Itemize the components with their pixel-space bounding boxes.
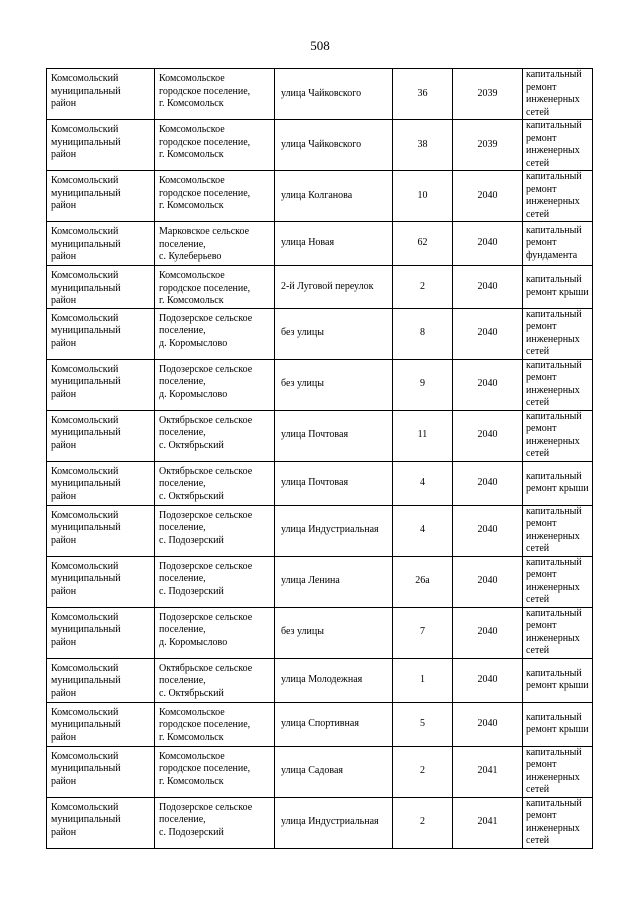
- district-cell-line: муниципальный: [51, 719, 121, 730]
- settlement-cell-line: д. Коромыслово: [159, 388, 228, 400]
- district-cell-line: муниципальный: [51, 573, 121, 584]
- settlement-cell-line: с. Подозерский: [159, 826, 224, 838]
- work-type-cell-line: ремонт крыши: [526, 483, 589, 494]
- work-type-cell-line: инженерных: [526, 145, 580, 156]
- district-cell-line: район: [51, 687, 77, 699]
- year-cell: 2040: [453, 222, 523, 266]
- district-cell-line: район: [51, 534, 77, 546]
- settlement-cell-line: Подозерское сельское: [159, 611, 253, 623]
- settlement-cell: [155, 266, 275, 309]
- district-cell-line: муниципальный: [51, 136, 121, 148]
- settlement-cell-line: с. Подозерский: [159, 534, 224, 546]
- district-cell-line: район: [51, 251, 77, 262]
- work-type-cell-line: ремонт крыши: [526, 724, 589, 735]
- house-number-cell: 1: [393, 658, 453, 702]
- work-type-cell-line: капитальный: [526, 274, 582, 286]
- house-number-cell: 2: [393, 797, 453, 848]
- district-cell: [47, 410, 155, 461]
- settlement-cell-line: поселение,: [159, 522, 206, 533]
- work-type-cell-line: капитальный: [526, 746, 582, 758]
- district-cell-line: Комсомольский: [51, 465, 119, 477]
- settlement-cell-line: городское поселение,: [159, 187, 251, 199]
- street-cell: без улицы: [275, 359, 393, 410]
- work-type-cell-line: ремонт крыши: [526, 680, 589, 691]
- settlement-cell: [155, 171, 275, 222]
- settlement-cell-line: Подозерское сельское: [159, 801, 253, 813]
- settlement-cell-line: Октябрьское сельское: [159, 662, 253, 674]
- district-cell-line: район: [51, 775, 77, 787]
- house-number-cell: 9: [393, 359, 453, 410]
- settlement-cell-line: Комсомольское: [159, 706, 225, 718]
- work-type-cell-line: капитальный: [526, 308, 582, 320]
- district-cell-line: район: [51, 585, 77, 597]
- settlement-cell-line: поселение,: [159, 624, 206, 635]
- street-cell: улица Ленина: [275, 556, 393, 607]
- work-type-cell: [523, 359, 593, 410]
- district-cell-line: Комсомольский: [51, 175, 119, 186]
- work-type-cell-line: капитальный: [526, 667, 582, 679]
- settlement-cell: [155, 505, 275, 556]
- district-cell-line: муниципальный: [51, 427, 121, 438]
- district-cell: [47, 266, 155, 309]
- work-type-cell-line: капитальный: [526, 556, 582, 568]
- work-type-cell: [523, 607, 593, 658]
- work-type-cell-line: инженерных: [526, 632, 580, 644]
- work-type-cell-line: сетей: [526, 397, 550, 408]
- work-type-cell: [523, 746, 593, 797]
- house-number-cell: 10: [393, 171, 453, 222]
- district-cell: [47, 69, 155, 120]
- settlement-cell-line: Марковское сельское: [159, 226, 250, 237]
- work-type-cell: [523, 222, 593, 266]
- work-type-cell-line: ремонт: [526, 810, 557, 821]
- settlement-cell-line: с. Кулеберьево: [159, 251, 222, 262]
- district-cell-line: муниципальный: [51, 478, 121, 489]
- settlement-cell-line: городское поселение,: [159, 85, 251, 97]
- year-cell: 2040: [453, 702, 523, 746]
- street-cell: улица Чайковского: [275, 120, 393, 171]
- settlement-cell-line: Подозерское сельское: [159, 363, 253, 375]
- street-cell: улица Молодежная: [275, 658, 393, 702]
- district-cell: [47, 461, 155, 505]
- district-cell: [47, 746, 155, 797]
- work-type-cell: [523, 120, 593, 171]
- work-type-cell: [523, 461, 593, 505]
- house-number-cell: 4: [393, 505, 453, 556]
- work-type-cell: [523, 505, 593, 556]
- year-cell: 2041: [453, 746, 523, 797]
- district-cell-line: район: [51, 490, 77, 502]
- street-cell: улица Спортивная: [275, 702, 393, 746]
- settlement-cell-line: г. Комсомольск: [159, 775, 224, 787]
- work-type-cell-line: ремонт: [526, 183, 557, 195]
- work-type-cell-line: капитальный: [526, 224, 582, 236]
- work-type-cell: [523, 702, 593, 746]
- district-cell-line: Комсомольский: [51, 662, 119, 674]
- table-row: [47, 797, 593, 848]
- work-type-cell-line: инженерных: [526, 384, 580, 396]
- settlement-cell-line: г. Комсомольск: [159, 98, 224, 109]
- district-cell-line: муниципальный: [51, 624, 121, 635]
- settlement-cell-line: поселение,: [159, 814, 206, 825]
- settlement-cell-line: г. Комсомольск: [159, 149, 224, 160]
- settlement-cell: [155, 607, 275, 658]
- district-cell-line: Комсомольский: [51, 363, 119, 375]
- table-row: [47, 266, 593, 309]
- work-type-cell-line: сетей: [526, 645, 550, 656]
- settlement-cell: [155, 658, 275, 702]
- street-cell: улица Новая: [275, 222, 393, 266]
- settlement-cell: [155, 797, 275, 848]
- district-cell-line: Комсомольский: [51, 611, 119, 623]
- district-cell: [47, 308, 155, 359]
- settlement-cell: [155, 308, 275, 359]
- street-cell: 2-й Луговой переулок: [275, 266, 393, 309]
- settlement-cell-line: поселение,: [159, 478, 206, 489]
- work-type-cell-line: ремонт: [526, 569, 557, 580]
- district-cell-line: район: [51, 337, 77, 349]
- settlement-cell: [155, 746, 275, 797]
- district-cell-line: муниципальный: [51, 85, 121, 97]
- district-cell-line: район: [51, 98, 77, 109]
- year-cell: 2040: [453, 658, 523, 702]
- work-type-cell-line: инженерных: [526, 771, 580, 783]
- work-type-cell-line: капитальный: [526, 120, 582, 131]
- year-cell: 2040: [453, 607, 523, 658]
- work-type-cell: [523, 658, 593, 702]
- settlement-cell-line: д. Коромыслово: [159, 337, 228, 349]
- work-type-cell-line: ремонт: [526, 321, 557, 332]
- work-type-cell: [523, 797, 593, 848]
- district-cell-line: муниципальный: [51, 522, 121, 533]
- district-cell-line: Комсомольский: [51, 560, 119, 572]
- settlement-cell-line: городское поселение,: [159, 719, 251, 730]
- work-type-cell: [523, 171, 593, 222]
- district-cell-line: муниципальный: [51, 376, 121, 387]
- house-number-cell: 2: [393, 266, 453, 309]
- settlement-cell-line: Комсомольское: [159, 750, 225, 762]
- work-type-cell-line: фундамента: [526, 249, 578, 261]
- work-type-cell: [523, 308, 593, 359]
- repair-schedule-table: [46, 68, 593, 849]
- settlement-cell-line: г. Комсомольск: [159, 295, 224, 306]
- table-row: [47, 222, 593, 266]
- work-type-cell-line: инженерных: [526, 822, 580, 834]
- work-type-cell: [523, 556, 593, 607]
- district-cell: [47, 120, 155, 171]
- settlement-cell: [155, 120, 275, 171]
- settlement-cell-line: Подозерское сельское: [159, 560, 253, 572]
- district-cell-line: муниципальный: [51, 814, 121, 825]
- table-row: [47, 308, 593, 359]
- district-cell-line: Комсомольский: [51, 414, 119, 426]
- work-type-cell-line: инженерных: [526, 196, 580, 207]
- work-type-cell-line: сетей: [526, 594, 550, 605]
- district-cell-line: муниципальный: [51, 325, 121, 336]
- work-type-cell-line: инженерных: [526, 530, 580, 542]
- settlement-cell: [155, 556, 275, 607]
- district-cell: [47, 222, 155, 266]
- work-type-cell-line: капитальный: [526, 359, 582, 371]
- district-cell-line: Комсомольский: [51, 270, 119, 281]
- settlement-cell-line: поселение,: [159, 675, 206, 686]
- house-number-cell: 36: [393, 69, 453, 120]
- work-type-cell-line: капитальный: [526, 797, 582, 809]
- district-cell-line: район: [51, 731, 77, 743]
- work-type-cell-line: инженерных: [526, 94, 580, 105]
- settlement-cell-line: Подозерское сельское: [159, 312, 253, 324]
- year-cell: 2040: [453, 505, 523, 556]
- district-cell-line: муниципальный: [51, 282, 121, 294]
- settlement-cell: [155, 461, 275, 505]
- district-cell-line: район: [51, 200, 77, 211]
- work-type-cell-line: сетей: [526, 835, 550, 846]
- district-cell-line: Комсомольский: [51, 226, 119, 237]
- settlement-cell: [155, 359, 275, 410]
- table-row: [47, 410, 593, 461]
- table-row: [47, 69, 593, 120]
- settlement-cell-line: Комсомольское: [159, 270, 225, 281]
- settlement-cell-line: поселение,: [159, 573, 206, 584]
- district-cell-line: Комсомольский: [51, 801, 119, 813]
- district-cell-line: муниципальный: [51, 763, 121, 774]
- settlement-cell: [155, 702, 275, 746]
- street-cell: улица Почтовая: [275, 461, 393, 505]
- settlement-cell-line: городское поселение,: [159, 282, 251, 294]
- year-cell: 2040: [453, 359, 523, 410]
- table-row: [47, 120, 593, 171]
- year-cell: 2041: [453, 797, 523, 848]
- settlement-cell-line: Комсомольское: [159, 73, 225, 84]
- house-number-cell: 26а: [393, 556, 453, 607]
- work-type-cell-line: сетей: [526, 784, 550, 795]
- table-row: [47, 556, 593, 607]
- year-cell: 2040: [453, 266, 523, 309]
- street-cell: без улицы: [275, 308, 393, 359]
- table-row: [47, 505, 593, 556]
- street-cell: улица Колганова: [275, 171, 393, 222]
- district-cell: [47, 658, 155, 702]
- settlement-cell-line: с. Подозерский: [159, 585, 224, 597]
- work-type-cell: [523, 266, 593, 309]
- district-cell-line: Комсомольский: [51, 750, 119, 762]
- house-number-cell: 11: [393, 410, 453, 461]
- street-cell: улица Садовая: [275, 746, 393, 797]
- table-row: [47, 702, 593, 746]
- settlement-cell-line: поселение,: [159, 325, 206, 336]
- district-cell-line: муниципальный: [51, 238, 121, 250]
- district-cell-line: Комсомольский: [51, 73, 119, 84]
- work-type-cell-line: ремонт: [526, 423, 557, 434]
- table-row: [47, 461, 593, 505]
- settlement-cell-line: с. Октябрьский: [159, 439, 224, 451]
- work-type-cell-line: сетей: [526, 448, 550, 459]
- work-type-cell-line: сетей: [526, 543, 550, 554]
- settlement-cell: [155, 222, 275, 266]
- district-cell-line: район: [51, 636, 77, 648]
- district-cell: [47, 359, 155, 410]
- year-cell: 2040: [453, 461, 523, 505]
- settlement-cell-line: Октябрьское сельское: [159, 465, 253, 477]
- district-cell-line: Комсомольский: [51, 124, 119, 135]
- settlement-cell-line: Подозерское сельское: [159, 509, 253, 521]
- work-type-cell-line: капитальный: [526, 607, 582, 619]
- district-cell: [47, 702, 155, 746]
- settlement-cell-line: городское поселение,: [159, 763, 251, 774]
- year-cell: 2039: [453, 69, 523, 120]
- work-type-cell-line: капитальный: [526, 410, 582, 422]
- house-number-cell: 2: [393, 746, 453, 797]
- settlement-cell-line: Комсомольское: [159, 124, 225, 135]
- district-cell: [47, 556, 155, 607]
- settlement-cell-line: поселение,: [159, 238, 206, 250]
- settlement-cell-line: Комсомольское: [159, 175, 225, 186]
- district-cell-line: Комсомольский: [51, 706, 119, 718]
- street-cell: улица Чайковского: [275, 69, 393, 120]
- district-cell-line: район: [51, 826, 77, 838]
- work-type-cell-line: сетей: [526, 106, 550, 118]
- table-row: [47, 171, 593, 222]
- house-number-cell: 38: [393, 120, 453, 171]
- page-number: 508: [310, 38, 330, 53]
- street-cell: улица Индустриальная: [275, 505, 393, 556]
- settlement-cell: [155, 410, 275, 461]
- district-cell-line: район: [51, 149, 77, 160]
- street-cell: улица Индустриальная: [275, 797, 393, 848]
- house-number-cell: 62: [393, 222, 453, 266]
- settlement-cell-line: поселение,: [159, 427, 206, 438]
- district-cell: [47, 797, 155, 848]
- year-cell: 2040: [453, 556, 523, 607]
- district-cell: [47, 171, 155, 222]
- work-type-cell-line: ремонт: [526, 620, 557, 631]
- table-row: [47, 658, 593, 702]
- year-cell: 2039: [453, 120, 523, 171]
- work-type-cell-line: инженерных: [526, 581, 580, 593]
- settlement-cell-line: городское поселение,: [159, 136, 251, 148]
- work-type-cell-line: ремонт крыши: [526, 286, 589, 298]
- work-type-cell-line: ремонт: [526, 132, 557, 144]
- house-number-cell: 7: [393, 607, 453, 658]
- work-type-cell-line: капитальный: [526, 171, 582, 182]
- settlement-cell-line: с. Октябрьский: [159, 490, 224, 502]
- district-cell-line: муниципальный: [51, 675, 121, 686]
- work-type-cell-line: сетей: [526, 208, 550, 220]
- year-cell: 2040: [453, 308, 523, 359]
- table-row: [47, 359, 593, 410]
- work-type-cell-line: ремонт: [526, 81, 557, 93]
- house-number-cell: 4: [393, 461, 453, 505]
- work-type-cell-line: капитальный: [526, 470, 582, 482]
- house-number-cell: 5: [393, 702, 453, 746]
- district-cell-line: район: [51, 388, 77, 400]
- settlement-cell-line: с. Октябрьский: [159, 687, 224, 699]
- work-type-cell: [523, 69, 593, 120]
- work-type-cell-line: капитальный: [526, 69, 582, 80]
- work-type-cell-line: капитальный: [526, 505, 582, 517]
- work-type-cell-line: ремонт: [526, 759, 557, 770]
- district-cell: [47, 505, 155, 556]
- settlement-cell-line: поселение,: [159, 376, 206, 387]
- work-type-cell-line: капитальный: [526, 711, 582, 723]
- table-row: [47, 607, 593, 658]
- district-cell: [47, 607, 155, 658]
- house-number-cell: 8: [393, 308, 453, 359]
- district-cell-line: Комсомольский: [51, 312, 119, 324]
- year-cell: 2040: [453, 171, 523, 222]
- work-type-cell-line: инженерных: [526, 435, 580, 447]
- work-type-cell-line: ремонт: [526, 237, 557, 249]
- street-cell: без улицы: [275, 607, 393, 658]
- settlement-cell-line: г. Комсомольск: [159, 200, 224, 211]
- district-cell-line: район: [51, 439, 77, 451]
- work-type-cell: [523, 410, 593, 461]
- district-cell-line: район: [51, 295, 77, 306]
- settlement-cell-line: г. Комсомольск: [159, 731, 224, 743]
- work-type-cell-line: сетей: [526, 346, 550, 357]
- district-cell-line: муниципальный: [51, 187, 121, 199]
- work-type-cell-line: инженерных: [526, 333, 580, 345]
- work-type-cell-line: ремонт: [526, 518, 557, 529]
- street-cell: улица Почтовая: [275, 410, 393, 461]
- settlement-cell-line: Октябрьское сельское: [159, 414, 253, 426]
- district-cell-line: Комсомольский: [51, 509, 119, 521]
- settlement-cell-line: д. Коромыслово: [159, 636, 228, 648]
- table-row: [47, 746, 593, 797]
- work-type-cell-line: ремонт: [526, 372, 557, 383]
- year-cell: 2040: [453, 410, 523, 461]
- settlement-cell: [155, 69, 275, 120]
- work-type-cell-line: сетей: [526, 157, 550, 169]
